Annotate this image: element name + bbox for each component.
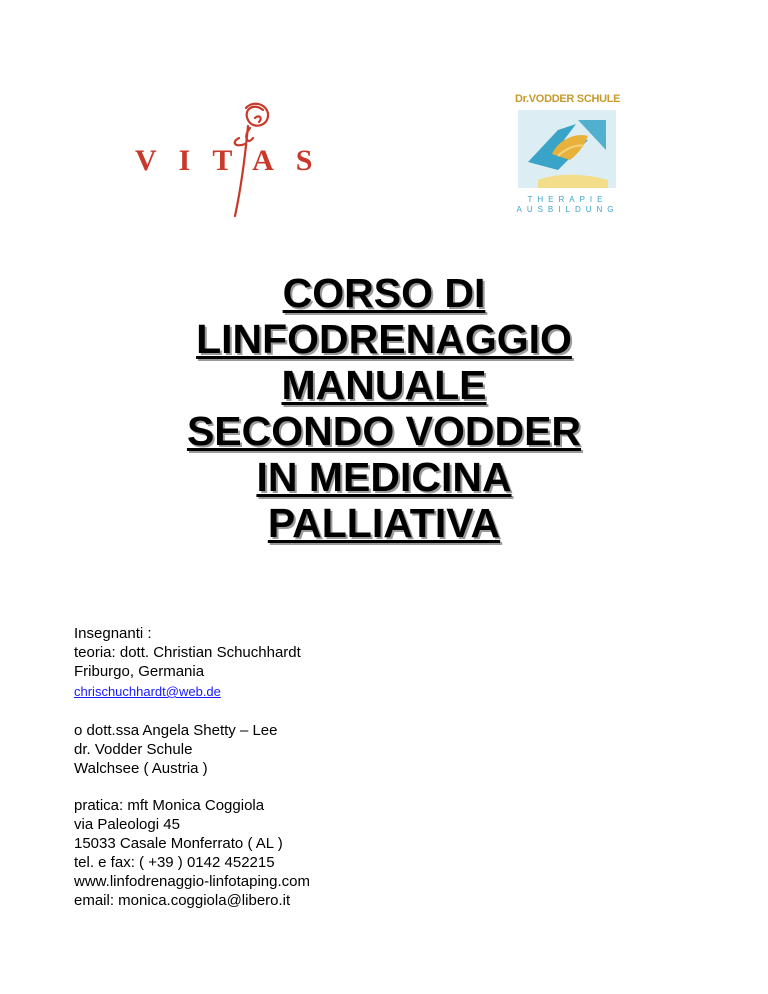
theory-teacher: teoria: dott. Christian Schuchhardt [74,644,301,661]
hands-icon [518,110,616,188]
title-line: LINFODRENAGGIO [196,316,572,362]
alt-teacher: o dott.ssa Angela Shetty – Lee [74,722,278,739]
vodder-logo-title: Dr.VODDER SCHULE [515,93,621,105]
practice-phone: tel. e fax: ( +39 ) 0142 452215 [74,854,275,871]
theory-location: Friburgo, Germania [74,663,205,680]
practice-city: 15033 Casale Monferrato ( AL ) [74,835,283,852]
vitas-logo [135,98,335,218]
alt-school: dr. Vodder Schule [74,741,193,758]
title-line: SECONDO VODDER [186,408,582,454]
course-title [0,270,768,546]
vitas-wordmark: VITAS [135,144,335,177]
vodder-schule-logo [515,92,620,220]
practice-teacher: pratica: mft Monica Coggiola [74,797,265,814]
practice-website[interactable]: www.linfodrenaggio-linfotaping.com [74,873,310,890]
title-line: PALLIATIVA [267,500,501,546]
teachers-info [74,624,714,910]
vodder-logo-subtitle-1: THERAPIE [527,195,608,204]
title-line: IN MEDICINA [256,454,512,500]
practice-email[interactable]: email: monica.coggiola@libero.it [74,892,291,909]
theory-email-link[interactable]: chrischuchhardt@web.de [74,684,221,699]
alt-location: Walchsee ( Austria ) [74,760,208,777]
title-line: CORSO DI [282,270,486,316]
practice-street: via Paleologi 45 [74,816,180,833]
title-line: MANUALE [281,362,487,408]
teachers-heading: Insegnanti : [74,625,152,642]
vodder-logo-subtitle-2: AUSBILDUNG [516,205,619,214]
vodder-logo-image [518,110,616,188]
